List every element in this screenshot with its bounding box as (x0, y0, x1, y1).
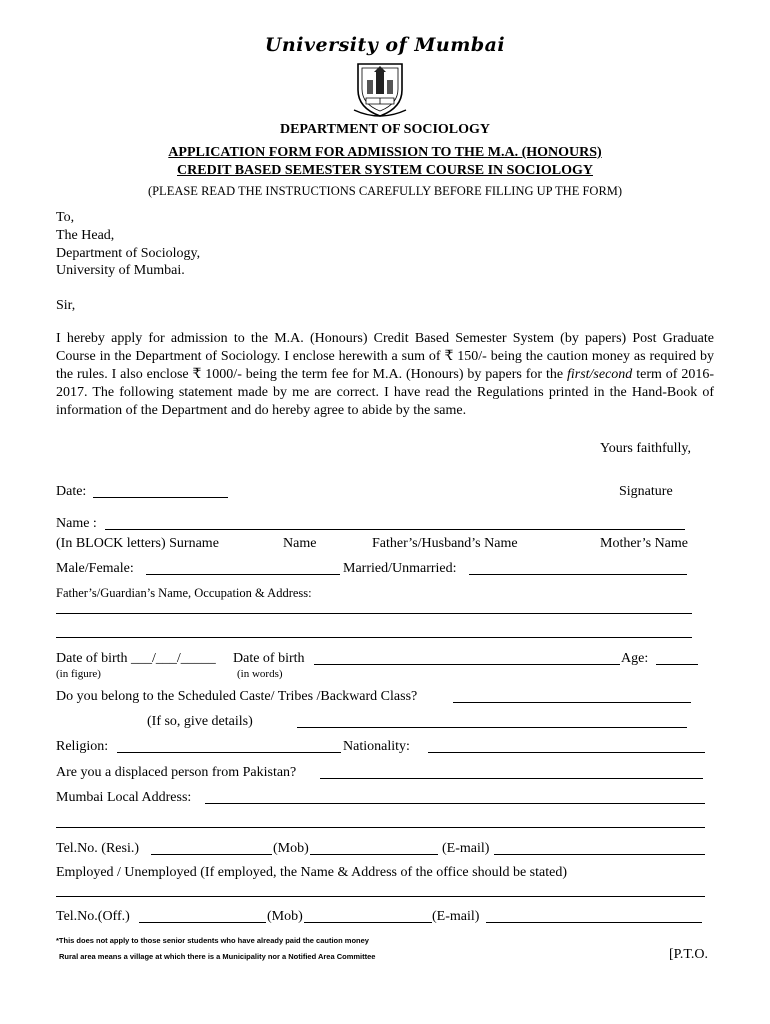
age-label: Age: (621, 651, 649, 666)
caste-question: Do you belong to the Scheduled Caste/ Tribes /Backward Class? (56, 689, 418, 704)
guardian-field-line-2[interactable] (56, 637, 692, 638)
email2-field[interactable] (486, 922, 702, 923)
department-title: DEPARTMENT OF SOCIOLOGY (279, 122, 491, 137)
address-to: To, (56, 210, 75, 225)
tel-off-label: Tel.No.(Off.) (56, 909, 130, 924)
address-line-1: The Head, (56, 228, 115, 243)
religion-label: Religion: (56, 739, 109, 754)
date-field[interactable] (93, 497, 228, 498)
in-figure-caption: (in figure) (56, 668, 101, 680)
nationality-field[interactable] (428, 752, 705, 753)
mob2-field[interactable] (304, 922, 432, 923)
dob-words-field[interactable] (314, 664, 620, 665)
gender-label: Male/Female: (56, 561, 134, 576)
guardian-field-line-1[interactable] (56, 613, 692, 614)
email-label: (E-mail) (442, 841, 490, 856)
address-line-2: Department of Sociology, (56, 246, 201, 261)
caste-details-field[interactable] (297, 727, 687, 728)
mob-field[interactable] (310, 854, 438, 855)
footnote-caution: *This does not apply to those senior students who have already paid the caution money (56, 936, 369, 945)
religion-field[interactable] (117, 752, 341, 753)
name-field[interactable] (105, 529, 685, 530)
dob-words-label: Date of birth (233, 651, 305, 666)
form-title: APPLICATION FORM FOR ADMISSION TO THE M.A. (HONOURS) (168, 145, 602, 160)
university-crest-logo (352, 60, 408, 118)
local-address-label: Mumbai Local Address: (56, 790, 192, 805)
guardian-label: Father’s/Guardian’s Name, Occupation & Address: (56, 586, 312, 600)
form-subtitle: CREDIT BASED SEMESTER SYSTEM COURSE IN SOCIOLOGY (177, 163, 593, 178)
pto-marker: [P.T.O. (669, 947, 709, 962)
dob-figure-label: Date of birth ___/___/_____ (56, 651, 216, 666)
age-field[interactable] (656, 664, 698, 665)
caste-field[interactable] (453, 702, 691, 703)
closing: Yours faithfully, (600, 441, 692, 456)
displaced-field[interactable] (320, 778, 703, 779)
gender-field[interactable] (146, 574, 340, 575)
name-label: Name : (56, 516, 97, 531)
in-words-caption: (in words) (237, 668, 283, 680)
tel-resi-label: Tel.No. (Resi.) (56, 841, 140, 856)
dob-figure-field[interactable]: ___/___/_____ (131, 651, 216, 666)
marital-status-label: Married/Unmarried: (343, 561, 457, 576)
local-address-field-line-1[interactable] (205, 803, 705, 804)
email2-label: (E-mail) (432, 909, 480, 924)
signature-label: Signature (619, 484, 673, 499)
surname-caption: (In BLOCK letters) Surname (56, 536, 219, 551)
mob-label: (Mob) (273, 841, 309, 856)
local-address-field-line-2[interactable] (56, 827, 705, 828)
tel-off-field[interactable] (139, 922, 266, 923)
father-name-caption: Father’s/Husband’s Name (372, 536, 518, 551)
mob2-label: (Mob) (267, 909, 303, 924)
email-field[interactable] (494, 854, 705, 855)
marital-status-field[interactable] (469, 574, 687, 575)
nationality-label: Nationality: (343, 739, 410, 754)
application-paragraph: I hereby apply for admission to the M.A. (Honours) Credit Based Semester System (by papers) Post Graduate Course in the Department of Sociology. I enclose herewith a sum of ₹ 150/- being the caution money as required by the rules. I also enclose ₹ 1000/- being the term fee for M.A. (Honours) by papers for the first/second term of 2016-2017. The following statement made by me are correct. I have read the Regulations printed in the Hand-Book of information of the Department and do hereby agree to abide by the same. (56, 331, 714, 418)
salutation: Sir, (56, 298, 76, 313)
date-label: Date: (56, 484, 87, 499)
employment-label: Employed / Unemployed (If employed, the Name & Address of the office should be stated) (56, 865, 567, 880)
mother-name-caption: Mother’s Name (600, 536, 688, 551)
university-name: University of Mumbai (264, 34, 506, 56)
tel-resi-field[interactable] (151, 854, 272, 855)
displaced-question: Are you a displaced person from Pakistan? (56, 765, 297, 780)
name-caption: Name (283, 536, 317, 551)
employment-field[interactable] (56, 896, 705, 897)
caste-details-label: (If so, give details) (147, 714, 253, 729)
footnote-rural: Rural area means a village at which there is a Municipality nor a Notified Area Committee (59, 952, 376, 961)
address-line-3: University of Mumbai. (56, 263, 185, 278)
instructions-note: (PLEASE READ THE INSTRUCTIONS CAREFULLY BEFORE FILLING UP THE FORM) (147, 184, 623, 198)
term-choice: first/second (566, 367, 633, 382)
